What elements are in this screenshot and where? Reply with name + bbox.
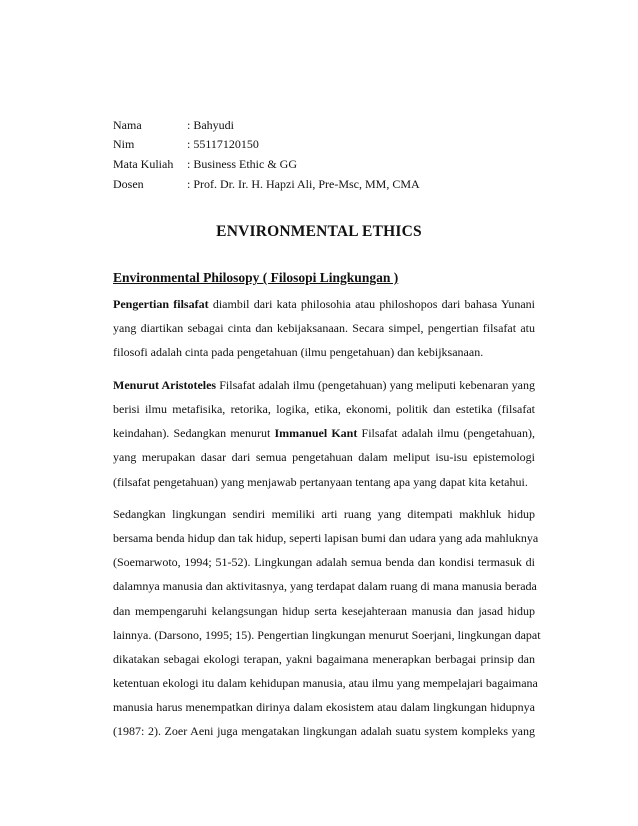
meta-value: : Bahyudi (187, 118, 234, 132)
paragraph-line: Menurut Aristoteles Filsafat adalah ilmu (pengetahuan) yang meliputi kebenaran yang (113, 378, 535, 392)
paragraph-aristoteles (113, 373, 535, 494)
paragraph-lingkungan (113, 502, 541, 743)
bold-name: Immanuel Kant (274, 426, 358, 441)
paragraph-line: yang merupakan dasar dari semua pengetahuan dalam meliput isu-isu epistemologi (113, 450, 535, 465)
paragraph-line: (1987: 2). Zoer Aeni juga mengatakan lingkungan adalah suatu system kompleks yang (113, 724, 535, 739)
paragraph-line: Pengertian filsafat diambil dari kata philosohia atau philoshopos dari bahasa Yunani (113, 297, 536, 311)
paragraph-line: bersama benda hidup dan tak hidup, seperti lapisan bumi dan udara yang ada mahluknya (113, 531, 539, 546)
paragraph-line: manusia harus menempatkan dirinya dalam ekosistem atau dalam lingkungan hidupnya (113, 700, 535, 715)
meta-key: Dosen (113, 177, 144, 191)
paragraph-line: filosofi adalah cinta pada pengetahuan (ilmu pengetahuan) dan kebijksanaan. (113, 345, 484, 360)
meta-value: : Business Ethic & GG (187, 157, 297, 171)
paragraph-line: berisi ilmu metafisika, retorika, logika, etika, ekonomi, politik dan estetika (filsafat (113, 402, 535, 417)
paragraph-line: dalamnya manusia dan aktivitasnya, yang terdapat dalam ruang di mana manusia berada (113, 579, 537, 594)
paragraph-line: dikatakan sebagai ekologi terapan, yakni bagaimana menerapkan berbagai prinsip dan (113, 651, 535, 666)
section-heading: Environmental Philosopy ( Filosopi Lingkungan ) (113, 270, 399, 285)
meta-value: : 55117120150 (187, 137, 259, 151)
meta-value: : Prof. Dr. Ir. H. Hapzi Ali, Pre-Msc, MM, CMA (187, 177, 420, 191)
meta-key: Nim (113, 137, 135, 151)
paragraph-line: ketentuan ekologi itu dalam kehidupan manusia, atau ilmu yang mempelajari bagaimana (113, 675, 538, 690)
paragraph-line: dan mempengaruhi kelangsungan hidup serta kesejahteraan manusia dan jasad hidup (113, 603, 535, 618)
bold-lead: Menurut Aristoteles (113, 378, 217, 392)
meta-key: Mata Kuliah (113, 157, 174, 171)
paragraph-line: (Soemarwoto, 1994; 51-52). Lingkungan adalah semua benda dan kondisi termasuk di (113, 555, 535, 570)
meta-key: Nama (113, 118, 142, 132)
bold-lead: Pengertian filsafat (113, 297, 209, 311)
paragraph-line: lainnya. (Darsono, 1995; 15). Pengertian lingkungan menurut Soerjani, lingkungan dapat (113, 627, 541, 642)
paragraph-line: yang diartikan sebagai cinta dan kebijaksanaan. Secara simpel, pengertian filsafat atu (113, 321, 535, 336)
paragraph-line: keindahan). Sedangkan menurut Immanuel Kant Filsafat adalah ilmu (pengetahuan), (113, 426, 535, 441)
paragraph-line: (filsafat pengetahuan) yang menjawab pertanyaan tentang apa yang dapat kita ketahui. (113, 474, 528, 489)
paragraph-line: Sedangkan lingkungan sendiri memiliki arti ruang yang ditempati makhluk hidup (113, 507, 535, 521)
document-title: ENVIRONMENTAL ETHICS (216, 223, 422, 240)
paragraph-filsafat (113, 292, 535, 364)
